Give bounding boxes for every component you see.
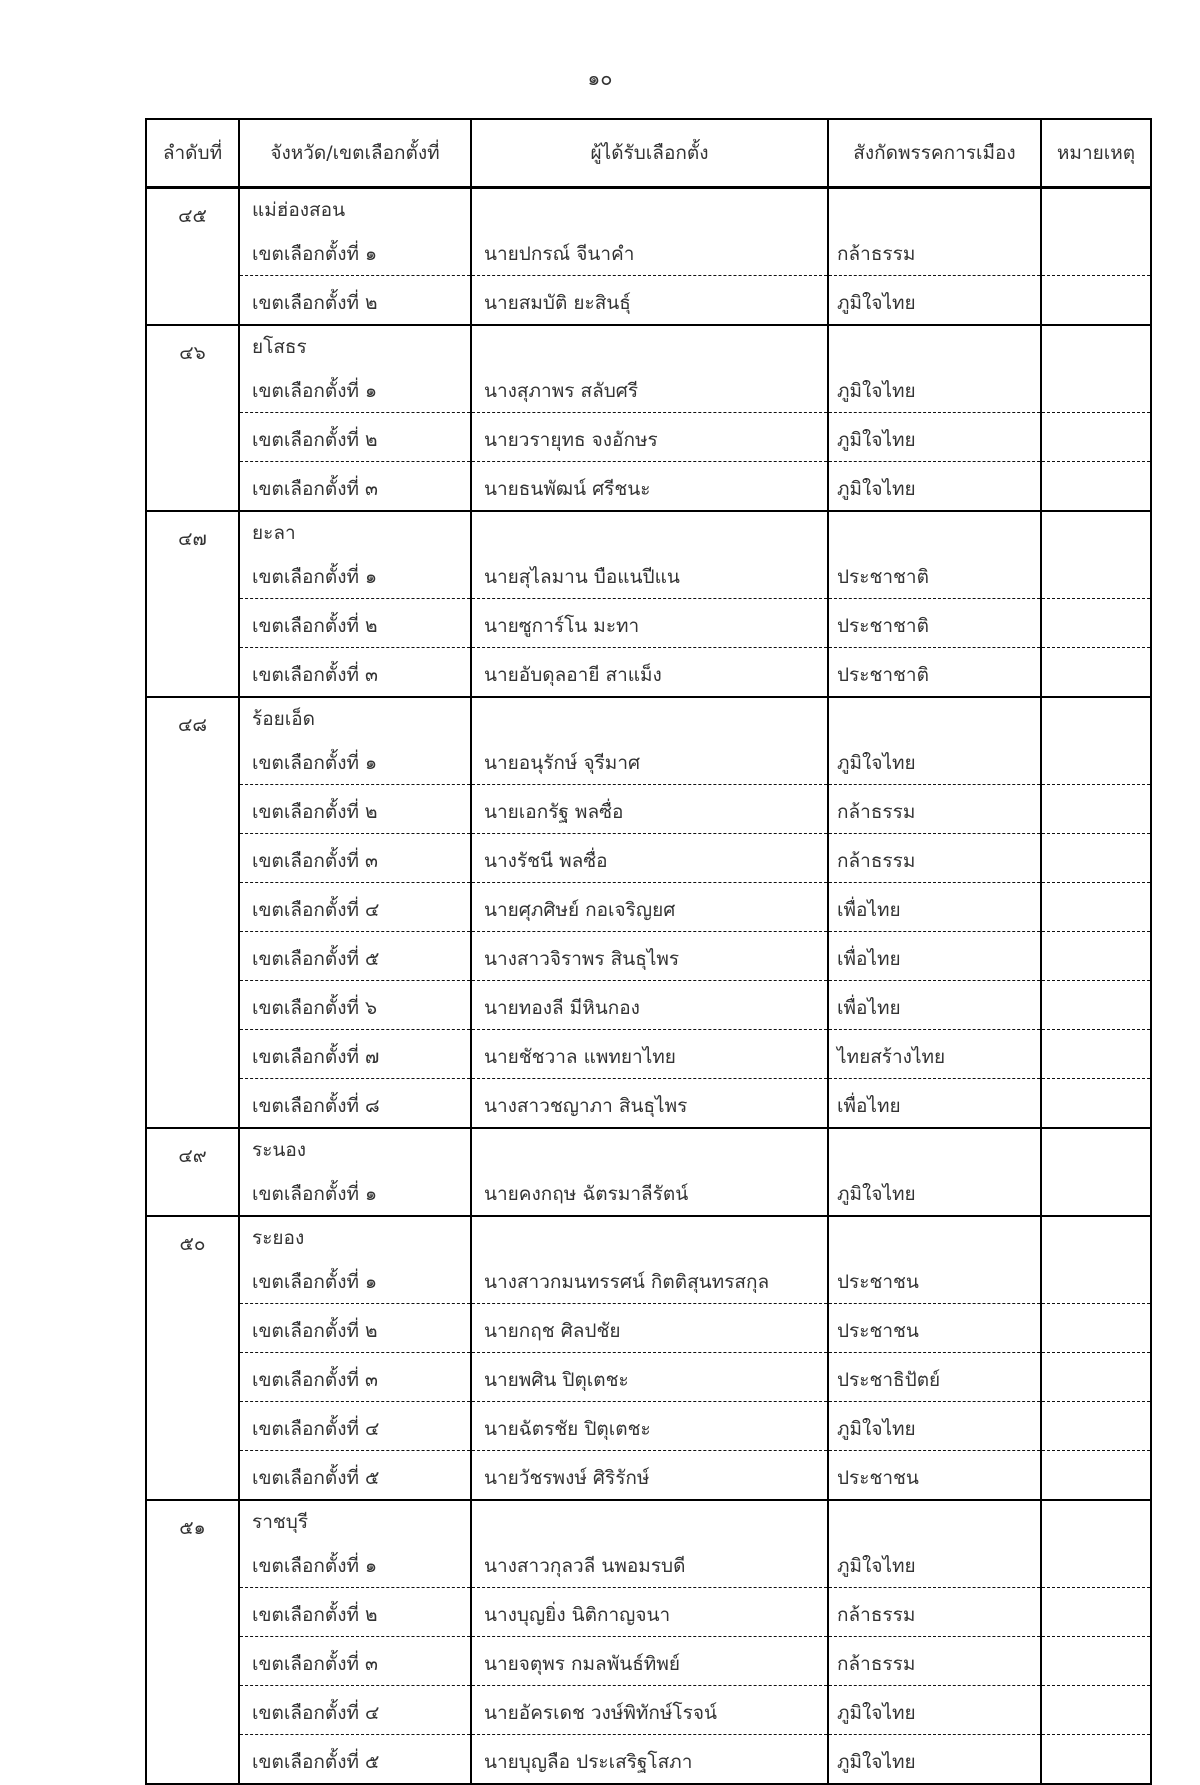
party-cell: ภูมิใจไทย [828,1539,1041,1588]
district-cell: เขตเลือกตั้งที่ ๑ [239,1167,471,1216]
party-cell: ภูมิใจไทย [828,1167,1041,1216]
district-cell: เขตเลือกตั้งที่ ๑ [239,227,471,276]
province-order-no: ๕๑ [146,1500,239,1784]
party-cell: กล้าธรรม [828,834,1041,883]
remarks-cell [1041,1451,1151,1501]
remarks-cell [1041,834,1151,883]
table-row [146,364,1151,413]
elected-person-cell: นายวัชรพงษ์ ศิริรักษ์ [471,1451,828,1501]
election-results-table [145,118,1152,1785]
table-row [146,1451,1151,1501]
header-party: สังกัดพรรคการเมือง [828,119,1041,188]
province-name: แม่ฮ่องสอน [239,188,471,228]
party-cell: เพื่อไทย [828,981,1041,1030]
district-cell: เขตเลือกตั้งที่ ๓ [239,834,471,883]
party-cell: ประชาชาติ [828,550,1041,599]
province-order-no: ๔๗ [146,511,239,697]
remarks-cell [1041,1304,1151,1353]
district-cell: เขตเลือกตั้งที่ ๓ [239,648,471,698]
party-cell: ภูมิใจไทย [828,413,1041,462]
elected-cell-empty [471,511,828,550]
province-order-no: ๔๘ [146,697,239,1128]
remarks-cell [1041,1353,1151,1402]
district-cell: เขตเลือกตั้งที่ ๘ [239,1079,471,1129]
remarks-cell [1041,932,1151,981]
province-row [146,188,1151,228]
province-order-no: ๔๖ [146,325,239,511]
header-remarks: หมายเหตุ [1041,119,1151,188]
remarks-cell [1041,1735,1151,1785]
header-elected-person: ผู้ได้รับเลือกตั้ง [471,119,828,188]
province-order-no: ๔๙ [146,1128,239,1216]
table-row [146,834,1151,883]
party-cell: ประชาชน [828,1255,1041,1304]
elected-cell-empty [471,325,828,364]
party-cell: กล้าธรรม [828,1588,1041,1637]
table-row [146,932,1151,981]
elected-person-cell: นางบุญยิ่ง นิติกาญจนา [471,1588,828,1637]
page-number: ๑๐ [587,66,613,90]
province-name: ยโสธร [239,325,471,364]
elected-person-cell: นายซูการ์โน มะทา [471,599,828,648]
district-cell: เขตเลือกตั้งที่ ๗ [239,1030,471,1079]
province-row [146,1216,1151,1255]
table-header-row [146,119,1151,188]
elected-person-cell: นายสุไลมาน บือแนปีแน [471,550,828,599]
elected-person-cell: นางสาวกมนทรรศน์ กิตติสุนทรสกุล [471,1255,828,1304]
district-cell: เขตเลือกตั้งที่ ๒ [239,413,471,462]
elected-person-cell: นางสาวกุลวลี นพอมรบดี [471,1539,828,1588]
remarks-cell [1041,1128,1151,1167]
elected-person-cell: นางสุภาพร สลับศรี [471,364,828,413]
party-cell: ภูมิใจไทย [828,1735,1041,1785]
party-cell-empty [828,325,1041,364]
party-cell: ประชาชน [828,1451,1041,1501]
elected-person-cell: นายธนพัฒน์ ศรีชนะ [471,462,828,512]
remarks-cell [1041,550,1151,599]
elected-person-cell: นายอนุรักษ์ จุรีมาศ [471,736,828,785]
party-cell: ประชาชาติ [828,648,1041,698]
table-row [146,1686,1151,1735]
elected-person-cell: นางรัชนี พลซื่อ [471,834,828,883]
table-row [146,1588,1151,1637]
remarks-cell [1041,1167,1151,1216]
district-cell: เขตเลือกตั้งที่ ๒ [239,1588,471,1637]
elected-person-cell: นายอัครเดช วงษ์พิทักษ์โรจน์ [471,1686,828,1735]
party-cell: กล้าธรรม [828,227,1041,276]
party-cell-empty [828,1500,1041,1539]
table-row [146,785,1151,834]
province-name: ร้อยเอ็ด [239,697,471,736]
party-cell: กล้าธรรม [828,785,1041,834]
remarks-cell [1041,785,1151,834]
district-cell: เขตเลือกตั้งที่ ๕ [239,932,471,981]
table-row [146,550,1151,599]
table-row [146,981,1151,1030]
party-cell: เพื่อไทย [828,1079,1041,1129]
elected-person-cell: นายพศิน ปิตุเตชะ [471,1353,828,1402]
remarks-cell [1041,276,1151,326]
district-cell: เขตเลือกตั้งที่ ๒ [239,1304,471,1353]
remarks-cell [1041,1079,1151,1129]
table-row [146,648,1151,698]
elected-person-cell: นายวรายุทธ จงอักษร [471,413,828,462]
remarks-cell [1041,1637,1151,1686]
remarks-cell [1041,599,1151,648]
party-cell: ภูมิใจไทย [828,364,1041,413]
table-row [146,276,1151,326]
district-cell: เขตเลือกตั้งที่ ๑ [239,1255,471,1304]
district-cell: เขตเลือกตั้งที่ ๕ [239,1735,471,1785]
table-row [146,1079,1151,1129]
party-cell: ภูมิใจไทย [828,736,1041,785]
remarks-cell [1041,511,1151,550]
table-body [146,188,1151,1785]
party-cell-empty [828,1128,1041,1167]
remarks-cell [1041,1588,1151,1637]
party-cell: ภูมิใจไทย [828,1402,1041,1451]
table-row [146,1353,1151,1402]
elected-person-cell: นางสาวชญาภา สินธุไพร [471,1079,828,1129]
party-cell: เพื่อไทย [828,883,1041,932]
remarks-cell [1041,227,1151,276]
party-cell-empty [828,511,1041,550]
table-row [146,1255,1151,1304]
district-cell: เขตเลือกตั้งที่ ๑ [239,364,471,413]
district-cell: เขตเลือกตั้งที่ ๖ [239,981,471,1030]
district-cell: เขตเลือกตั้งที่ ๓ [239,1353,471,1402]
province-row [146,1128,1151,1167]
table-row [146,1030,1151,1079]
province-name: ระยอง [239,1216,471,1255]
province-order-no: ๔๕ [146,188,239,326]
remarks-cell [1041,736,1151,785]
district-cell: เขตเลือกตั้งที่ ๒ [239,599,471,648]
party-cell: ประชาธิปัตย์ [828,1353,1041,1402]
elected-person-cell: นายคงกฤษ ฉัตรมาลีรัตน์ [471,1167,828,1216]
party-cell: ภูมิใจไทย [828,462,1041,512]
elected-cell-empty [471,188,828,228]
district-cell: เขตเลือกตั้งที่ ๔ [239,883,471,932]
district-cell: เขตเลือกตั้งที่ ๑ [239,1539,471,1588]
elected-cell-empty [471,697,828,736]
elected-person-cell: นายกฤช ศิลปชัย [471,1304,828,1353]
remarks-cell [1041,188,1151,228]
table-row [146,227,1151,276]
elected-person-cell: นายจตุพร กมลพันธ์ทิพย์ [471,1637,828,1686]
remarks-cell [1041,1500,1151,1539]
district-cell: เขตเลือกตั้งที่ ๑ [239,550,471,599]
remarks-cell [1041,697,1151,736]
remarks-cell [1041,413,1151,462]
party-cell-empty [828,1216,1041,1255]
elected-person-cell: นายศุภศิษย์ กอเจริญยศ [471,883,828,932]
elected-person-cell: นายปกรณ์ จีนาคำ [471,227,828,276]
party-cell-empty [828,188,1041,228]
elected-cell-empty [471,1128,828,1167]
district-cell: เขตเลือกตั้งที่ ๔ [239,1686,471,1735]
party-cell: ประชาชาติ [828,599,1041,648]
elected-person-cell: นายฉัตรชัย ปิตุเตชะ [471,1402,828,1451]
district-cell: เขตเลือกตั้งที่ ๒ [239,785,471,834]
party-cell: ประชาชน [828,1304,1041,1353]
header-province-district: จังหวัด/เขตเลือกตั้งที่ [239,119,471,188]
remarks-cell [1041,1686,1151,1735]
remarks-cell [1041,325,1151,364]
remarks-cell [1041,648,1151,698]
remarks-cell [1041,1030,1151,1079]
district-cell: เขตเลือกตั้งที่ ๒ [239,276,471,326]
elected-person-cell: นายสมบัติ ยะสินธุ์ [471,276,828,326]
party-cell: ภูมิใจไทย [828,1686,1041,1735]
table-row [146,599,1151,648]
table-row [146,462,1151,512]
table-row [146,1304,1151,1353]
elected-person-cell: นายทองลี มีหินกอง [471,981,828,1030]
province-name: ยะลา [239,511,471,550]
district-cell: เขตเลือกตั้งที่ ๔ [239,1402,471,1451]
elected-person-cell: นายชัชวาล แพทยาไทย [471,1030,828,1079]
province-row [146,697,1151,736]
party-cell: เพื่อไทย [828,932,1041,981]
table-row [146,1402,1151,1451]
district-cell: เขตเลือกตั้งที่ ๓ [239,1637,471,1686]
district-cell: เขตเลือกตั้งที่ ๓ [239,462,471,512]
elected-cell-empty [471,1216,828,1255]
remarks-cell [1041,981,1151,1030]
province-name: ระนอง [239,1128,471,1167]
remarks-cell [1041,462,1151,512]
table-row [146,736,1151,785]
elected-person-cell: นายอับดุลอายี สาแม็ง [471,648,828,698]
table-row [146,1735,1151,1785]
remarks-cell [1041,1216,1151,1255]
district-cell: เขตเลือกตั้งที่ ๕ [239,1451,471,1501]
table-row [146,1637,1151,1686]
party-cell-empty [828,697,1041,736]
elected-person-cell: นายบุญลือ ประเสริฐโสภา [471,1735,828,1785]
party-cell: ไทยสร้างไทย [828,1030,1041,1079]
elected-cell-empty [471,1500,828,1539]
remarks-cell [1041,883,1151,932]
table-row [146,883,1151,932]
table-row [146,1539,1151,1588]
district-cell: เขตเลือกตั้งที่ ๑ [239,736,471,785]
party-cell: ภูมิใจไทย [828,276,1041,326]
remarks-cell [1041,364,1151,413]
province-row [146,1500,1151,1539]
province-row [146,511,1151,550]
remarks-cell [1041,1402,1151,1451]
table-row [146,413,1151,462]
province-row [146,325,1151,364]
province-order-no: ๕๐ [146,1216,239,1500]
remarks-cell [1041,1539,1151,1588]
province-name: ราชบุรี [239,1500,471,1539]
table-row [146,1167,1151,1216]
header-order-no: ลำดับที่ [146,119,239,188]
elected-person-cell: นายเอกรัฐ พลซื่อ [471,785,828,834]
remarks-cell [1041,1255,1151,1304]
elected-person-cell: นางสาวจิราพร สินธุไพร [471,932,828,981]
party-cell: กล้าธรรม [828,1637,1041,1686]
